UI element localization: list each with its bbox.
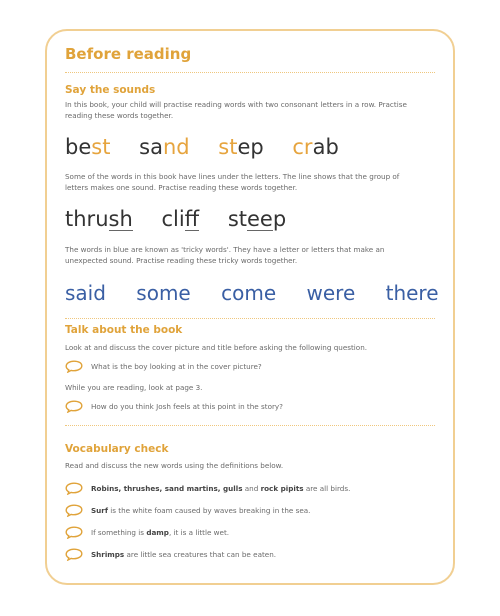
card-title: Before reading (65, 45, 192, 63)
tricky-word: there (385, 281, 439, 305)
vocab-item: Robins, thrushes, sand martins, gulls and rock pipits are all birds. (65, 481, 350, 495)
speech-bubble-icon (65, 360, 83, 373)
vocab-item: If something is damp, it is a little wet. (65, 525, 229, 539)
tricky-word: come (221, 281, 277, 305)
tricky-intro: The words in blue are known as 'tricky words'. They have a letter or letters that make an unexpected sound. Practise reading these tricky words together. (65, 245, 385, 265)
question-1: What is the boy looking at in the cover picture? (65, 359, 262, 373)
say-sounds-heading: Say the sounds (65, 84, 156, 96)
vocab-intro: Read and discuss the new words using the definitions below. (65, 461, 284, 470)
vocab-heading: Vocabulary check (65, 443, 169, 455)
word-crab: crab (292, 135, 339, 159)
speech-bubble-icon (65, 548, 83, 561)
talk-intro: Look at and discuss the cover picture and title before asking the following question. (65, 343, 368, 352)
word-cliff: cliff (161, 207, 200, 231)
vocab-item: Surf is the white foam caused by waves breaking in the sea. (65, 503, 310, 517)
title-divider (65, 72, 435, 73)
word-steep: steep (227, 207, 287, 231)
speech-bubble-icon (65, 504, 83, 517)
say-sounds-intro: In this book, your child will practise reading words with two consonant letters in a row. Practise reading these words together. (65, 100, 407, 120)
section-divider (65, 425, 435, 426)
question-2: How do you think Josh feels at this point in the story? (65, 399, 283, 413)
section-divider (65, 318, 435, 319)
talk-middle: While you are reading, look at page 3. (65, 383, 203, 392)
talk-heading: Talk about the book (65, 324, 183, 336)
word-sand: sand (139, 135, 190, 159)
speech-bubble-icon (65, 482, 83, 495)
word-thrush: thrush (65, 207, 133, 231)
tricky-word: said (65, 281, 106, 305)
tricky-words-row (65, 281, 439, 305)
word-best: best (65, 135, 111, 159)
vocab-item: Shrimps are little sea creatures that can be eaten. (65, 547, 276, 561)
consonant-words-row (65, 135, 361, 159)
before-reading-card (45, 29, 455, 585)
speech-bubble-icon (65, 526, 83, 539)
word-step: step (218, 135, 264, 159)
tricky-word: some (136, 281, 191, 305)
tricky-word: were (306, 281, 356, 305)
digraph-words-row (65, 207, 308, 231)
digraph-intro: Some of the words in this book have lines under the letters. The line shows that the group of letters makes one sound. Practise reading these words together. (65, 172, 400, 192)
speech-bubble-icon (65, 400, 83, 413)
